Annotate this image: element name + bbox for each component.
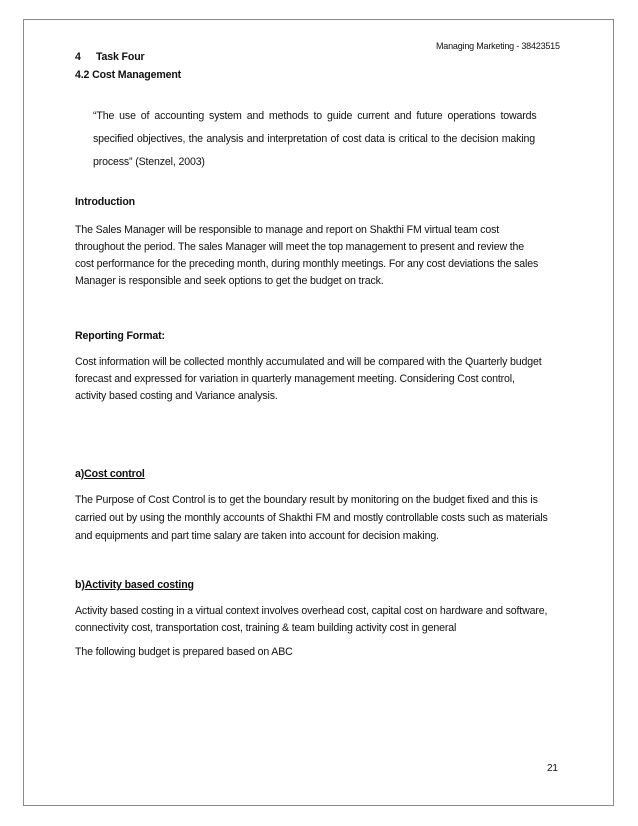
reporting-line: activity based costing and Variance analysis.	[75, 390, 278, 402]
abc-title: Activity based costing	[84, 579, 194, 591]
introduction-heading: Introduction	[75, 196, 135, 208]
running-header: Managing Marketing - 38423515	[436, 41, 560, 51]
section-number: 4	[75, 51, 81, 63]
section-title: Task Four	[96, 51, 145, 63]
cost-control-line: and equipments and part time salary are taken into account for decision making.	[75, 530, 439, 542]
introduction-line: cost performance for the preceding month, during monthly meetings. For any cost deviations the sales	[75, 258, 539, 270]
reporting-line: forecast and expressed for variation in quarterly management meeting. Considering Cost control,	[75, 373, 515, 385]
abc-prefix: b)	[75, 579, 85, 591]
reporting-heading: Reporting Format:	[75, 330, 165, 342]
cost-control-line: The Purpose of Cost Control is to get the boundary result by monitoring on the budget fixed and this is	[75, 494, 538, 506]
page-number: 21	[547, 763, 558, 774]
introduction-line: The Sales Manager will be responsible to manage and report on Shakthi FM virtual team cost	[75, 224, 500, 236]
cost-control-prefix: a)	[75, 468, 85, 480]
quote-line: process” (Stenzel, 2003)	[93, 156, 205, 168]
introduction-line: throughout the period. The sales Manager will meet the top management to present and review the	[75, 241, 525, 253]
abc-line: Activity based costing in a virtual context involves overhead cost, capital cost on hardware and software,	[75, 605, 548, 617]
abc-line: connectivity cost, transportation cost, training & team building activity cost in general	[75, 622, 457, 634]
cost-control-line: carried out by using the monthly accounts of Shakthi FM and mostly controllable costs such as materials	[75, 512, 548, 524]
introduction-line: Manager is responsible and seek options to get the budget on track.	[75, 275, 384, 287]
abc-heading	[75, 579, 194, 592]
subsection-title: 4.2 Cost Management	[75, 69, 182, 81]
cost-control-title: Cost control	[84, 468, 145, 480]
abc-followup: The following budget is prepared based on ABC	[75, 646, 293, 658]
quote-line: specified objectives, the analysis and interpretation of cost data is critical to the decision making	[93, 133, 535, 145]
quote-line: “The use of accounting system and methods to guide current and future operations towards	[93, 110, 537, 122]
cost-control-heading	[75, 468, 145, 481]
reporting-line: Cost information will be collected monthly accumulated and will be compared with the Quarterly budget	[75, 356, 542, 368]
